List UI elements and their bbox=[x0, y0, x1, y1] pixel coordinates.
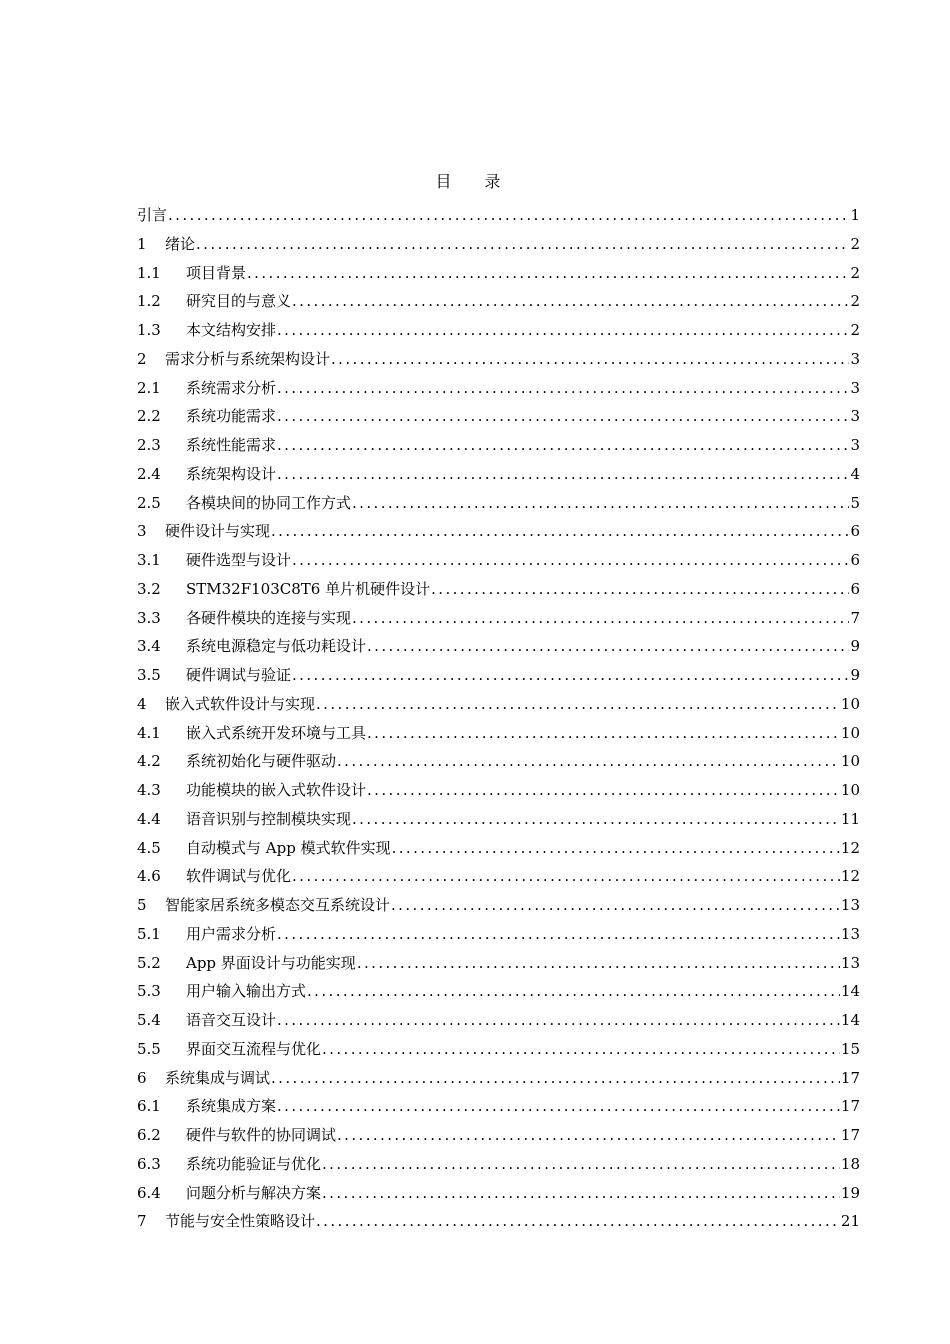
toc-entry-title: 智能家居系统多模态交互系统设计 bbox=[165, 896, 391, 914]
toc-entry-number: 6 bbox=[137, 1068, 147, 1087]
toc-entry-page-number: 11 bbox=[840, 809, 860, 828]
toc-entry[interactable] bbox=[137, 259, 860, 288]
toc-entry[interactable] bbox=[137, 862, 860, 891]
toc-entry[interactable] bbox=[137, 1064, 860, 1093]
toc-entry-page-number: 14 bbox=[840, 982, 860, 1001]
toc-entry-page-number: 17 bbox=[840, 1126, 860, 1144]
toc-dot-leader bbox=[277, 316, 849, 345]
toc-entry-title: 硬件调试与验证 bbox=[186, 666, 292, 684]
toc-dot-leader bbox=[277, 374, 849, 403]
toc-entry-number: 5.1 bbox=[137, 924, 161, 943]
toc-entry[interactable] bbox=[137, 517, 860, 546]
toc-entry-page-number: 13 bbox=[840, 896, 860, 914]
toc-dot-leader bbox=[322, 1179, 840, 1208]
toc-dot-leader bbox=[277, 920, 840, 949]
toc-dot-leader bbox=[352, 805, 840, 834]
toc-entry-title: 各模块间的协同工作方式 bbox=[186, 493, 352, 512]
toc-entry[interactable] bbox=[137, 201, 860, 230]
toc-entry-title: 系统电源稳定与低功耗设计 bbox=[186, 637, 367, 656]
toc-entry[interactable] bbox=[137, 1092, 860, 1121]
toc-dot-leader bbox=[271, 517, 849, 546]
toc-dot-leader bbox=[391, 891, 840, 920]
toc-entry-page-number: 17 bbox=[840, 1068, 860, 1087]
toc-dot-leader bbox=[331, 345, 849, 374]
toc-entry-number: 3.4 bbox=[137, 637, 161, 656]
toc-entry-title: 各硬件模块的连接与实现 bbox=[186, 608, 352, 627]
toc-entry-page-number: 3 bbox=[850, 349, 860, 368]
toc-entry-page-number: 15 bbox=[840, 1039, 860, 1058]
toc-dot-leader bbox=[352, 604, 849, 633]
toc-entry-number: 7 bbox=[137, 1212, 147, 1231]
toc-entry-title: 系统集成与调试 bbox=[165, 1068, 271, 1087]
toc-entry-number: 3.3 bbox=[137, 608, 161, 627]
toc-dot-leader bbox=[292, 546, 849, 575]
toc-entry-page-number: 7 bbox=[850, 608, 860, 627]
toc-entry-page-number: 13 bbox=[840, 924, 860, 943]
toc-entry-title: 系统性能需求 bbox=[186, 436, 277, 454]
toc-entry-page-number: 2 bbox=[850, 263, 860, 282]
toc-entry-title: 需求分析与系统架构设计 bbox=[165, 349, 331, 368]
toc-entry-page-number: 2 bbox=[850, 321, 860, 339]
toc-entry-page-number: 6 bbox=[850, 551, 860, 569]
toc-entry-page-number: 10 bbox=[840, 781, 860, 799]
toc-entry-number: 4.3 bbox=[137, 781, 161, 799]
toc-entry[interactable] bbox=[137, 431, 860, 460]
toc-entry-title: 问题分析与解决方案 bbox=[186, 1183, 322, 1202]
toc-dot-leader bbox=[357, 949, 840, 978]
toc-entry[interactable] bbox=[137, 1207, 860, 1236]
toc-entry-title: 软件调试与优化 bbox=[186, 867, 292, 886]
toc-entry-title: 用户需求分析 bbox=[186, 924, 277, 943]
toc-dot-leader bbox=[337, 747, 840, 776]
toc-entry[interactable] bbox=[137, 575, 860, 604]
toc-entry[interactable] bbox=[137, 747, 860, 776]
toc-entry[interactable] bbox=[137, 977, 860, 1006]
toc-dot-leader bbox=[367, 776, 840, 805]
toc-entry[interactable] bbox=[137, 402, 860, 431]
toc-entry-number: 4.4 bbox=[137, 809, 161, 828]
toc-entry-page-number: 4 bbox=[850, 464, 860, 483]
toc-entry-number: 1.2 bbox=[137, 292, 161, 311]
toc-entry-title: 硬件选型与设计 bbox=[186, 551, 292, 569]
toc-entry-page-number: 2 bbox=[850, 234, 860, 253]
toc-entry-page-number: 12 bbox=[840, 838, 860, 857]
toc-entry-number: 3.5 bbox=[137, 666, 161, 684]
toc-entry-number: 3 bbox=[137, 522, 147, 541]
toc-entry[interactable] bbox=[137, 1035, 860, 1064]
toc-entry-title: 系统需求分析 bbox=[186, 378, 277, 397]
toc-entry-number: 6.4 bbox=[137, 1183, 161, 1202]
toc-entry-title: 绪论 bbox=[165, 234, 196, 253]
toc-entry-title: 语音交互设计 bbox=[186, 1011, 277, 1029]
toc-entry[interactable] bbox=[137, 230, 860, 259]
toc-dot-leader bbox=[168, 201, 849, 230]
toc-entry-title: 研究目的与意义 bbox=[186, 292, 292, 311]
toc-entry-title: 硬件与软件的协同调试 bbox=[186, 1126, 337, 1144]
toc-entry-page-number: 5 bbox=[850, 493, 860, 512]
toc-dot-leader bbox=[431, 575, 849, 604]
toc-entry-title: 语音识别与控制模块实现 bbox=[186, 809, 352, 828]
toc-entry[interactable] bbox=[137, 287, 860, 316]
toc-entry-number: 4.2 bbox=[137, 752, 161, 771]
toc-entry-number: 6.1 bbox=[137, 1097, 161, 1116]
toc-entry-number: 3.2 bbox=[137, 579, 161, 598]
toc-entry-title: 系统架构设计 bbox=[186, 464, 277, 483]
toc-entry[interactable] bbox=[137, 920, 860, 949]
toc-entry-number: 2.3 bbox=[137, 436, 161, 454]
toc-entry[interactable] bbox=[137, 1121, 860, 1150]
toc-entry-number: 6.3 bbox=[137, 1154, 161, 1173]
toc-entry-number: 5.5 bbox=[137, 1039, 161, 1058]
toc-entry[interactable] bbox=[137, 805, 860, 834]
toc-entry-title: STM32F103C8T6 单片机硬件设计 bbox=[186, 579, 431, 598]
toc-dot-leader bbox=[271, 1064, 840, 1093]
toc-entry-title: 系统功能验证与优化 bbox=[186, 1154, 322, 1173]
toc-entry-number: 2.2 bbox=[137, 407, 161, 426]
toc-entry-number: 3.1 bbox=[137, 551, 161, 569]
toc-entry-title: 硬件设计与实现 bbox=[165, 522, 271, 541]
toc-entry[interactable] bbox=[137, 1150, 860, 1179]
toc-entry-page-number: 9 bbox=[850, 637, 860, 656]
toc-entry-page-number: 3 bbox=[850, 436, 860, 454]
toc-entry-page-number: 3 bbox=[850, 378, 860, 397]
toc-entry-title: 用户输入输出方式 bbox=[186, 982, 307, 1001]
toc-dot-leader bbox=[292, 661, 849, 690]
toc-entry[interactable] bbox=[137, 1179, 860, 1208]
toc-dot-leader bbox=[367, 632, 849, 661]
toc-entry-title: 嵌入式系统开发环境与工具 bbox=[186, 723, 367, 742]
toc-entry[interactable] bbox=[137, 776, 860, 805]
toc-entry-title: App 界面设计与功能实现 bbox=[186, 953, 356, 972]
toc-dot-leader bbox=[322, 1035, 840, 1064]
toc-entry-page-number: 3 bbox=[850, 407, 860, 426]
toc-entry-page-number: 10 bbox=[840, 723, 860, 742]
toc-entry-page-number: 21 bbox=[840, 1212, 860, 1231]
toc-entry[interactable] bbox=[137, 891, 860, 920]
toc-dot-leader bbox=[277, 1006, 840, 1035]
toc-dot-leader bbox=[292, 862, 840, 891]
toc-dot-leader bbox=[247, 259, 849, 288]
toc-entry[interactable] bbox=[137, 632, 860, 661]
toc-entry[interactable] bbox=[137, 374, 860, 403]
toc-entry-title: 项目背景 bbox=[186, 263, 247, 282]
toc-entry-title: 功能模块的嵌入式软件设计 bbox=[186, 781, 367, 799]
toc-entry-page-number: 14 bbox=[840, 1011, 860, 1029]
toc-dot-leader bbox=[292, 287, 849, 316]
toc-dot-leader bbox=[277, 460, 849, 489]
toc-dot-leader bbox=[316, 1207, 840, 1236]
toc-entry-number: 5.2 bbox=[137, 953, 161, 972]
toc-entry-number: 2.4 bbox=[137, 464, 161, 483]
toc-entry-title: 引言 bbox=[137, 206, 168, 224]
toc-entry-number: 6.2 bbox=[137, 1126, 161, 1144]
toc-entry[interactable] bbox=[137, 546, 860, 575]
toc-entry-number: 1.3 bbox=[137, 321, 161, 339]
toc-entry-title: 节能与安全性策略设计 bbox=[165, 1212, 316, 1231]
toc-entry[interactable] bbox=[137, 604, 860, 633]
toc-entry-number: 2.5 bbox=[137, 493, 161, 512]
toc-entry[interactable] bbox=[137, 1006, 860, 1035]
toc-entry-number: 4.1 bbox=[137, 723, 161, 742]
toc-entry-number: 5.4 bbox=[137, 1011, 161, 1029]
toc-entry-page-number: 1 bbox=[850, 206, 860, 224]
toc-dot-leader bbox=[392, 834, 840, 863]
toc-dot-leader bbox=[196, 230, 849, 259]
toc-entry-number: 4 bbox=[137, 694, 147, 713]
toc-dot-leader bbox=[277, 431, 849, 460]
toc-entry-page-number: 12 bbox=[840, 867, 860, 886]
toc-entry-number: 5.3 bbox=[137, 982, 161, 1001]
toc-entry-number: 1.1 bbox=[137, 263, 161, 282]
toc-entry-number: 2.1 bbox=[137, 378, 161, 397]
toc-dot-leader bbox=[367, 719, 840, 748]
toc-entry[interactable] bbox=[137, 316, 860, 345]
toc-entry-page-number: 10 bbox=[840, 694, 860, 713]
table-of-contents bbox=[137, 201, 860, 1236]
toc-dot-leader bbox=[277, 1092, 840, 1121]
toc-entry-number: 2 bbox=[137, 349, 147, 368]
toc-entry-number: 1 bbox=[137, 234, 147, 253]
toc-entry-page-number: 19 bbox=[840, 1183, 860, 1202]
toc-entry-page-number: 18 bbox=[840, 1154, 860, 1173]
toc-entry-page-number: 6 bbox=[850, 522, 860, 541]
toc-entry-title: 系统初始化与硬件驱动 bbox=[186, 752, 337, 771]
toc-entry-number: 4.5 bbox=[137, 838, 161, 857]
toc-entry[interactable] bbox=[137, 949, 860, 978]
toc-entry[interactable] bbox=[137, 661, 860, 690]
toc-entry-page-number: 2 bbox=[850, 292, 860, 311]
toc-title: 目 录 bbox=[435, 172, 515, 191]
toc-dot-leader bbox=[277, 402, 849, 431]
toc-entry-page-number: 17 bbox=[840, 1097, 860, 1116]
toc-dot-leader bbox=[316, 690, 840, 719]
toc-entry[interactable] bbox=[137, 690, 860, 719]
toc-entry-title: 自动模式与 App 模式软件实现 bbox=[186, 838, 391, 857]
toc-entry[interactable] bbox=[137, 489, 860, 518]
toc-entry-page-number: 10 bbox=[840, 752, 860, 771]
toc-entry[interactable] bbox=[137, 460, 860, 489]
toc-entry-page-number: 9 bbox=[850, 666, 860, 684]
toc-entry-title: 嵌入式软件设计与实现 bbox=[165, 694, 316, 713]
toc-entry-title: 系统集成方案 bbox=[186, 1097, 277, 1116]
toc-entry-title: 本文结构安排 bbox=[186, 321, 277, 339]
toc-entry-number: 5 bbox=[137, 896, 147, 914]
toc-dot-leader bbox=[322, 1150, 840, 1179]
toc-dot-leader bbox=[307, 977, 840, 1006]
toc-entry-page-number: 13 bbox=[840, 953, 860, 972]
toc-entry[interactable] bbox=[137, 345, 860, 374]
toc-entry-title: 界面交互流程与优化 bbox=[186, 1039, 322, 1058]
toc-entry-number: 4.6 bbox=[137, 867, 161, 886]
toc-entry-page-number: 6 bbox=[850, 579, 860, 598]
toc-entry[interactable] bbox=[137, 719, 860, 748]
toc-dot-leader bbox=[337, 1121, 840, 1150]
toc-entry[interactable] bbox=[137, 834, 860, 863]
toc-dot-leader bbox=[352, 489, 849, 518]
toc-entry-title: 系统功能需求 bbox=[186, 407, 277, 426]
